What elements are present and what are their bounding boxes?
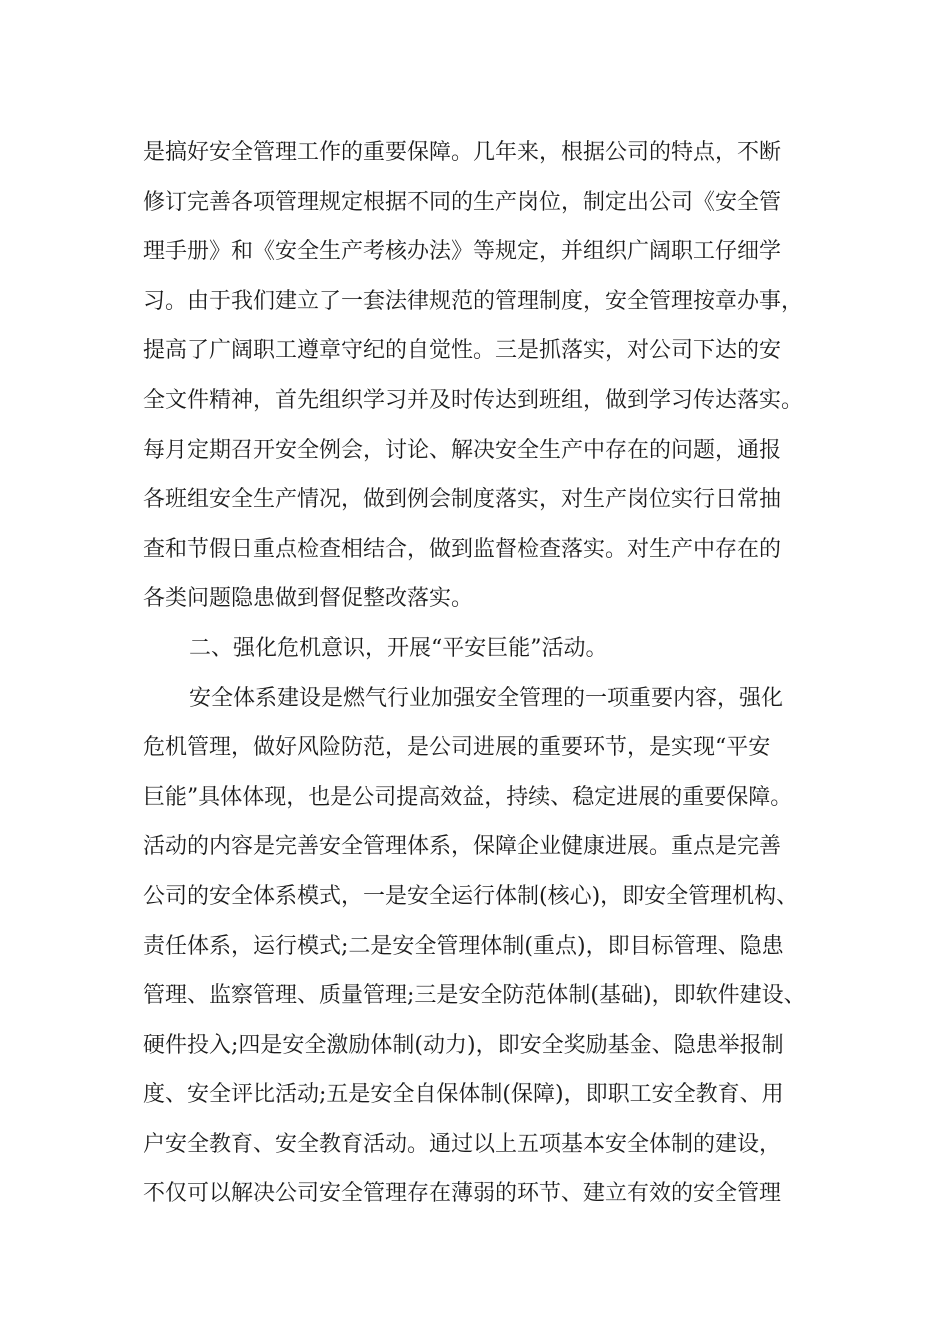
body-line: 公司的安全体系模式，一是安全运行体制(核心)，即安全管理机构、: [143, 883, 799, 909]
body-line: 修订完善各项管理规定根据不同的生产岗位，制定出公司《安全管: [143, 189, 782, 215]
body-line: 巨能”具体体现，也是公司提高效益，持续、稳定进展的重要保障。: [143, 784, 793, 810]
body-line: 硬件投入;四是安全激励体制(动力)，即安全奖励基金、隐患举报制: [143, 1032, 784, 1058]
body-line: 管理、监察管理、质量管理;三是安全防范体制(基础)，即软件建设、: [143, 983, 806, 1009]
body-line: 理手册》和《安全生产考核办法》等规定，并组织广阔职工仔细学: [143, 239, 782, 265]
body-line: 提高了广阔职工遵章守纪的自觉性。三是抓落实，对公司下达的安: [143, 338, 782, 364]
body-line: 责任体系，运行模式;二是安全管理体制(重点)，即目标管理、隐患: [143, 933, 784, 959]
section-heading: 二、强化危机意识，开展“平安巨能”活动。: [189, 635, 608, 661]
body-line: 全文件精神，首先组织学习并及时传达到班组，做到学习传达落实。: [143, 387, 804, 413]
document-body: [143, 128, 843, 1219]
body-line: 不仅可以解决公司安全管理存在薄弱的环节、建立有效的安全管理: [143, 1181, 782, 1207]
body-line: 危机管理，做好风险防范，是公司进展的重要环节，是实现“平安: [143, 735, 771, 761]
body-line: 每月定期召开安全例会，讨论、解决安全生产中存在的问题，通报: [143, 437, 782, 463]
body-line: 安全体系建设是燃气行业加强安全管理的一项重要内容，强化: [189, 685, 784, 711]
body-line: 是搞好安全管理工作的重要保障。几年来，根据公司的特点，不断: [143, 140, 782, 165]
body-line: 各班组安全生产情况，做到例会制度落实，对生产岗位实行日常抽: [143, 487, 782, 513]
body-line: 各类问题隐患做到督促整改落实。: [143, 586, 474, 612]
body-line: 户安全教育、安全教育活动。通过以上五项基本安全体制的建设，: [143, 1131, 782, 1157]
body-line: 查和节假日重点检查相结合，做到监督检查落实。对生产中存在的: [143, 536, 782, 562]
body-line: 度、安全评比活动;五是安全自保体制(保障)，即职工安全教育、用: [143, 1082, 784, 1108]
body-line: 活动的内容是完善安全管理体系，保障企业健康进展。重点是完善: [143, 834, 782, 860]
body-line: 习。由于我们建立了一套法律规范的管理制度，安全管理按章办事，: [143, 288, 804, 314]
